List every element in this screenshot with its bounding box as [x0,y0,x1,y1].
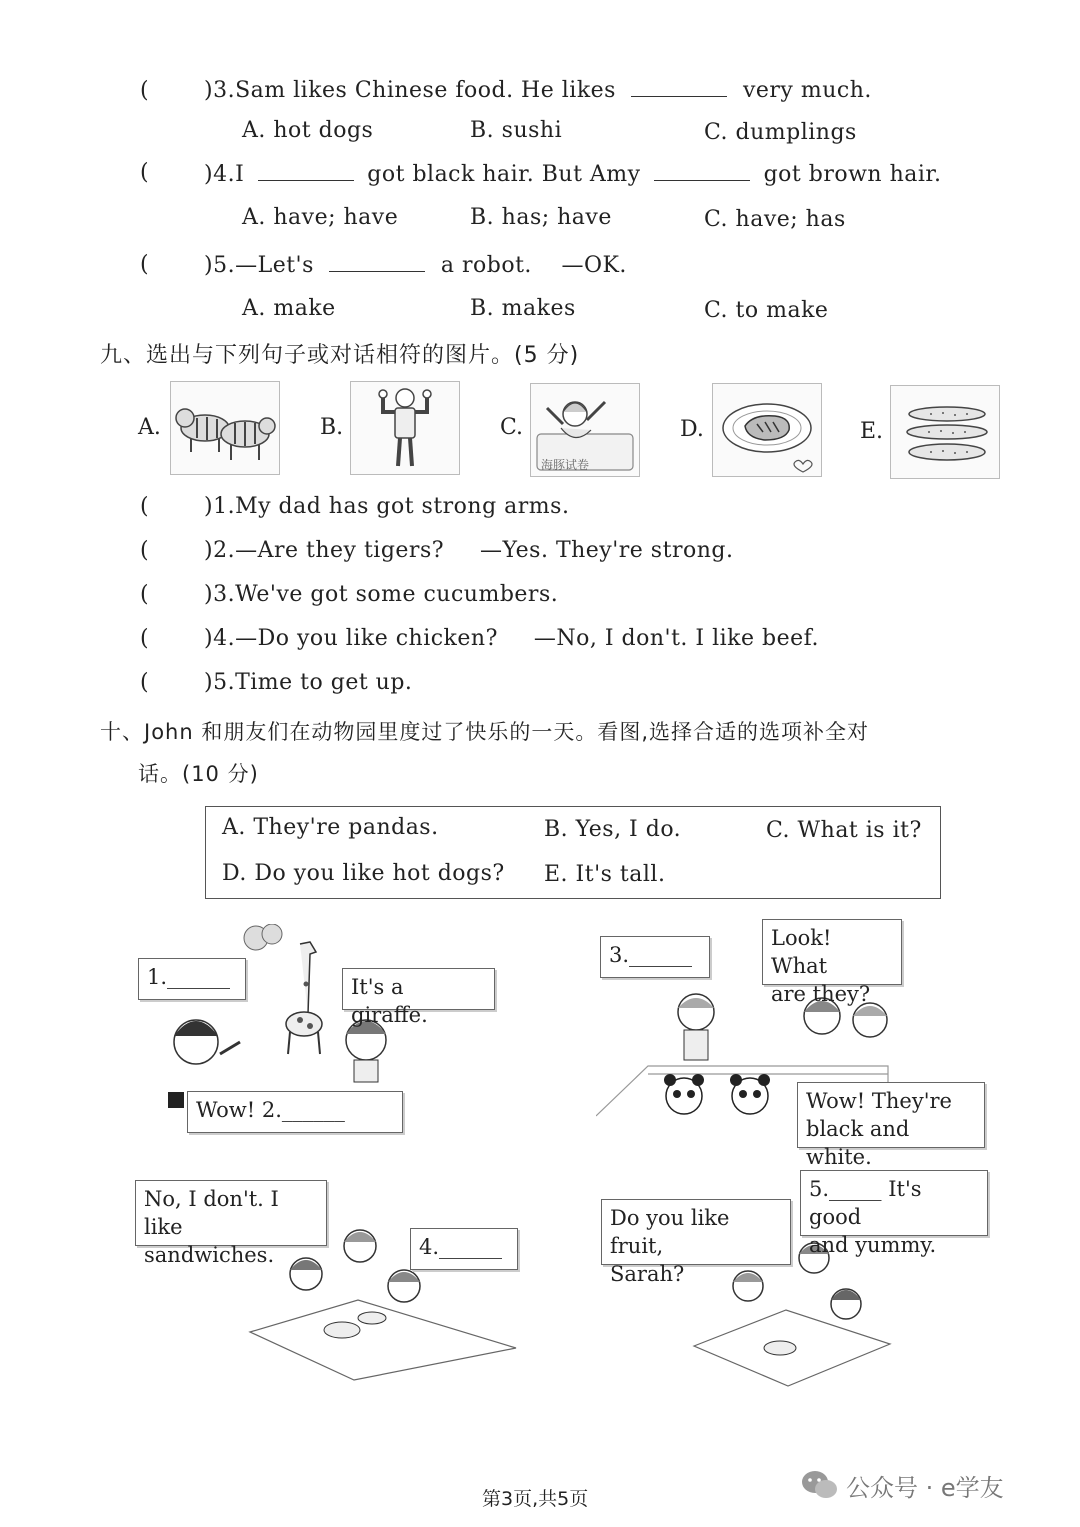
question-stem: I [235,162,245,187]
bubble-line: No, I don't. I like [144,1187,279,1239]
answer-blank[interactable] [631,76,727,97]
boy-icon [678,994,714,1060]
answer-blank[interactable] [329,251,425,272]
question-number: )3. [204,78,236,103]
bubble-line: are they? [771,982,871,1006]
item-number: )3. [204,582,236,607]
question-stem: a robot. [440,253,532,278]
picture-a[interactable] [170,381,280,475]
girl-icon [346,1020,386,1082]
item-text: My dad has got strong arms. [235,494,570,519]
question-5 [204,251,627,278]
option-c: C. What is it? [766,818,922,843]
picture-b[interactable] [350,381,460,475]
picture-label: E. [860,419,884,444]
item-3 [204,582,558,607]
question-stem: got brown hair. [763,162,942,187]
item-number: )5. [204,670,236,695]
picture-c[interactable] [530,383,640,477]
question-number: )4. [204,162,236,187]
item-1 [204,494,569,519]
option-a: A. make [242,296,336,321]
watermark: 公众号 · e学友 [846,1474,1004,1502]
bubble-4[interactable]: 4.______ [410,1228,518,1270]
item-text: —Yes. They're strong. [480,538,734,563]
option-b: B. has; have [470,205,612,230]
picture-label: A. [138,415,161,440]
bubble-line: Sarah? [610,1262,685,1286]
bubble-corner [168,1092,184,1108]
answer-paren: ( [140,626,149,651]
option-c: C. have; has [704,207,846,232]
giraffe-icon [286,942,322,1054]
bubble-3[interactable]: 3.______ [600,936,710,978]
option-b: B. makes [470,296,576,321]
item-text: —Are they tigers? [235,538,445,563]
answer-paren: ( [140,78,149,103]
option-a: A. hot dogs [242,118,374,143]
bubble-black-white [797,1082,985,1169]
item-number: )4. [204,626,236,651]
bubble-1[interactable]: 1.______ [138,958,246,1000]
item-text: —Do you like chicken? [235,626,498,651]
answer-paren: ( [140,670,149,695]
question-stem: Sam likes Chinese food. He likes [235,78,616,103]
picture-label: C. [500,415,524,440]
bubble-2[interactable]: Wow! 2.______ [187,1091,403,1133]
item-2 [204,538,733,563]
answer-paren: ( [140,582,149,607]
item-4 [204,626,819,651]
section-9-title: 九、选出与下列句子或对话相符的图片。(5 分) [100,343,580,368]
bubble-look-what [762,919,902,1006]
page-number: 第3页,共5页 [482,1488,589,1510]
picture-d[interactable] [712,383,822,477]
section-10-title: 十、John 和朋友们在动物园里度过了快乐的一天。看图,选择合适的选项补全对 [100,720,870,744]
picture-label: D. [680,417,704,442]
question-number: )5. [204,253,236,278]
answer-blank[interactable] [654,160,750,181]
option-a: A. They're pandas. [222,815,439,840]
item-number: )1. [204,494,236,519]
answer-paren: ( [140,252,149,277]
item-5 [204,670,412,695]
picture-label: B. [320,415,344,440]
section-10-title-cont: 话。(10 分) [138,762,259,786]
bubble-line: Wow! They're [806,1089,952,1113]
item-number: )2. [204,538,236,563]
stamp-label: 海豚试卷 [541,458,590,472]
panda-icon [664,1074,770,1114]
cucumbers-icon [891,386,999,478]
question-stem: very much. [742,78,872,103]
option-e: E. It's tall. [544,862,666,887]
bubble-5[interactable] [800,1170,988,1257]
question-3 [204,76,872,103]
question-stem: —OK. [561,253,627,278]
boy-icon [174,1020,240,1064]
item-text: We've got some cucumbers. [235,582,559,607]
question-4 [204,160,942,187]
question-stem: —Let's [235,253,314,278]
option-b: B. Yes, I do. [544,817,682,842]
answer-paren: ( [140,494,149,519]
option-c: C. dumplings [704,120,857,145]
bubble-no-sandwiches [135,1180,327,1267]
beef-plate-icon [713,384,821,476]
item-text: Time to get up. [235,670,413,695]
bubble-giraffe: It's a giraffe. [342,968,495,1010]
bubble-line: sandwiches. [144,1243,275,1267]
option-b: B. sushi [470,118,563,143]
wechat-icon [800,1468,840,1502]
question-stem: got black hair. But Amy [367,162,641,187]
bubble-fruit [601,1199,791,1286]
strong-man-icon [351,382,459,474]
answer-paren: ( [140,538,149,563]
bubble-line: black and white. [806,1117,910,1169]
answer-blank[interactable] [258,160,354,181]
bubble-line: Look! What [771,926,832,978]
bubble-line: Do you like fruit, [610,1206,730,1258]
tree-icon [244,924,282,950]
tigers-icon [171,382,279,474]
bubble-line: 5._____ It's good [809,1177,922,1229]
item-text: —No, I don't. I like beef. [533,626,819,651]
bubble-line: and yummy. [809,1233,937,1257]
option-c: C. to make [704,298,829,323]
option-d: D. Do you like hot dogs? [222,861,505,886]
option-a: A. have; have [242,205,399,230]
answer-paren: ( [140,160,149,185]
picture-e[interactable] [890,385,1000,479]
